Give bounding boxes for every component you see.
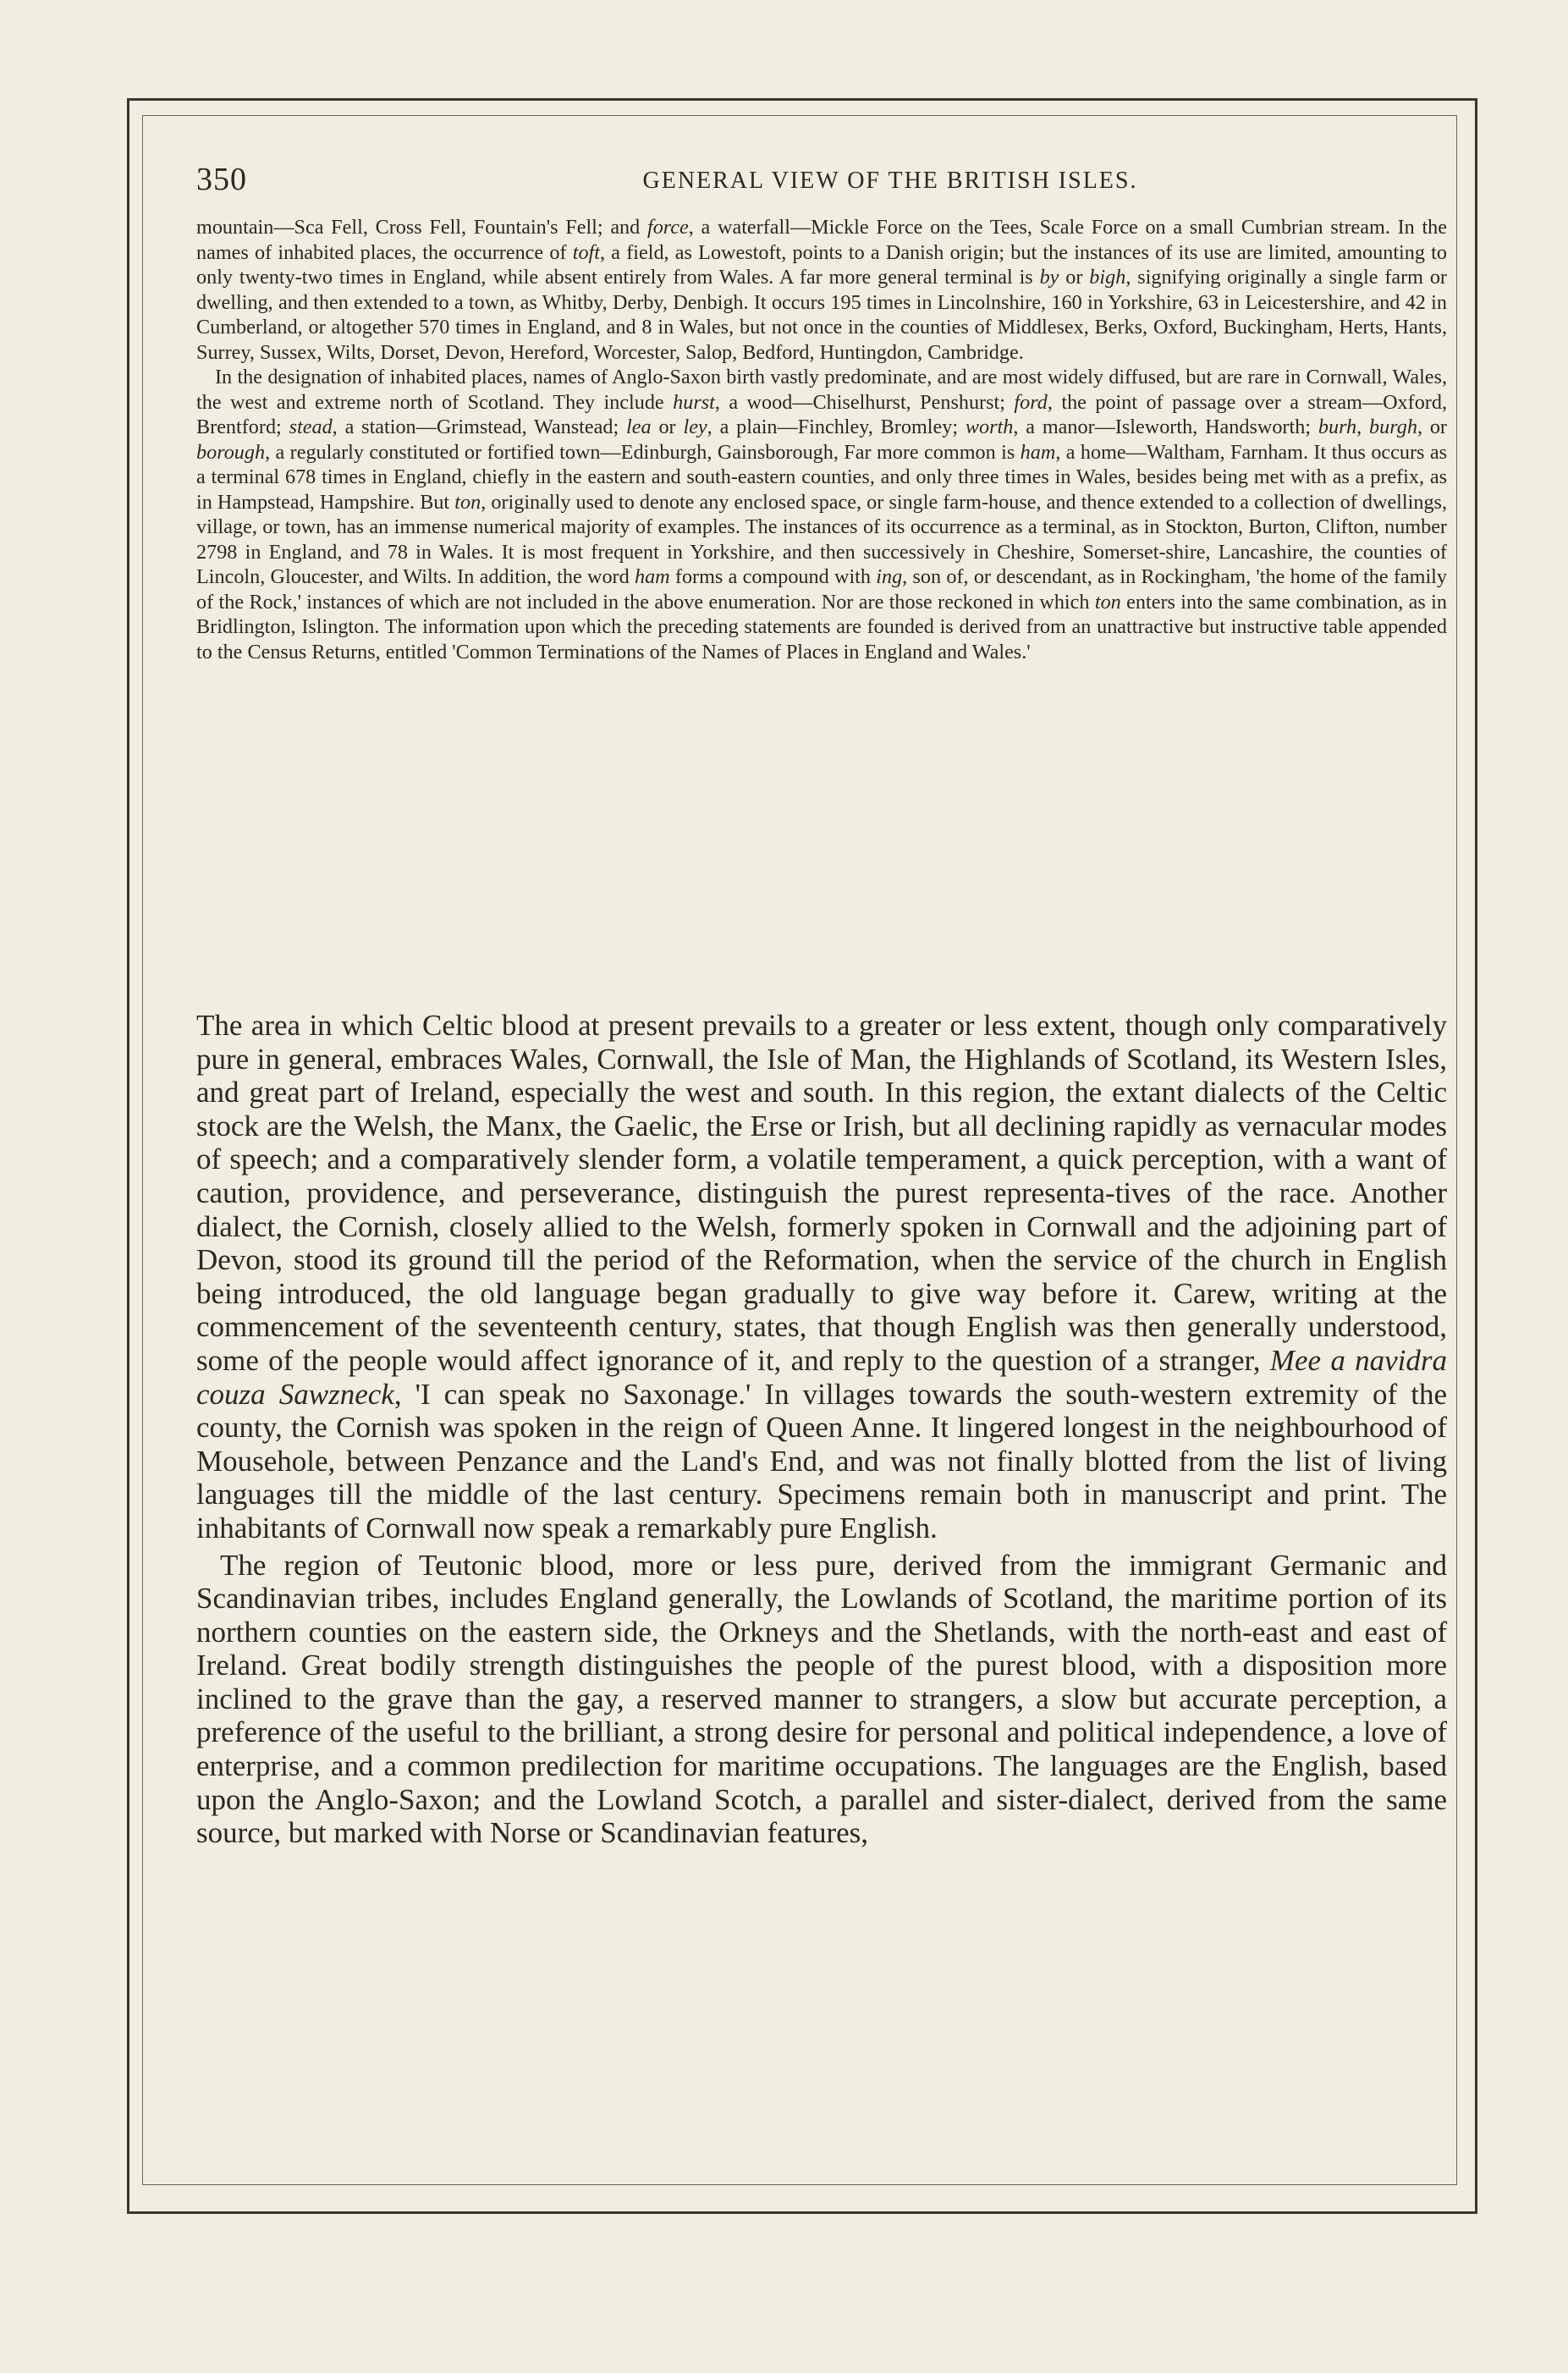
text-run: , a station—Grimstead, Wanstead;	[332, 416, 627, 438]
text-run: ,	[1356, 416, 1370, 438]
text-run: , a manor—Isleworth, Handsworth;	[1013, 416, 1318, 438]
italic-term: hurst	[673, 390, 715, 414]
text-run: mountain—Sca Fell, Cross Fell, Fountain's Fell; and	[196, 216, 647, 239]
italic-term: ford	[1014, 390, 1048, 414]
italic-term: force	[646, 216, 689, 239]
text-run: In the designation of inhabited places, names of Anglo-Saxon birth vastly predominate, and are most widely diffused, but are rare in Cornwall, Wales, the west and extreme north of Scotland. They include	[196, 366, 1447, 414]
text-run: , or	[1417, 416, 1447, 438]
text-run: , son of, or descendant, as in Rockingham, 'the home of the family of the Rock,' instances of which are not included in the above enumeration. Nor are those reckoned in which	[196, 565, 1447, 614]
text-run: , 'I can speak no Saxonage.' In villages towards the south-western extremity of the county, the Cornish was spoken in the reign of Queen Anne. It lingered longest in the neighbourhood of Mousehole, between Penzance and the Land's End, and was not finally blotted from the list of living languages till the middle of the last century. Specimens remain both in manuscript and print. The inhabitants of Cornwall now speak a remarkably pure English.	[196, 1377, 1447, 1544]
italic-term: ham	[1020, 440, 1056, 464]
text-run: , a wood—Chiselhurst, Penshurst;	[714, 390, 1015, 414]
text-run: or	[1059, 266, 1090, 289]
text-run: , originally used to denote any enclosed space, or single farm-house, and thence extended to a collection of dwellings, village, or town, has an immense numerical majority of examples. The instances of its occurrence as a terminal, as in Stockton, Burton, Clifton, number 2798 in England, and 78 in Wales. It is most frequent in Yorkshire, and then successively in Cheshire, Somerset-shire, Lancashire, the counties of Lincoln, Gloucester, and Wilts. In addition, the word	[196, 490, 1447, 588]
text-run: , a field, as Lowestoft, points to a Danish origin; but the instances of its use are limited, amounting to only twenty-two times in England, while absent entirely from Wales. A far more general terminal is	[196, 240, 1447, 289]
body-paragraph-celtic	[196, 1009, 1447, 1545]
page-header	[196, 154, 1439, 205]
italic-term: ley	[683, 416, 707, 438]
footnote-paragraph-1	[196, 215, 1447, 365]
italic-term: ham	[634, 565, 670, 588]
italic-term: Mee a navidra couza Sawzneck	[196, 1343, 1447, 1411]
footnote-paragraph-2	[196, 365, 1447, 664]
text-run: , signifying originally a single farm or dwelling, and then extended to a town, as Whitby, Derby, Denbigh. It occurs 195 times in Lincolnshire, 160 in Yorkshire, 63 in Leicestershire, and 42 in Cumberland, or altogether 570 times in England, and 8 in Wales, but not once in the counties of Middlesex, Berks, Oxford, Buckingham, Herts, Hants, Surrey, Sussex, Wilts, Dorset, Devon, Hereford, Worcester, Salop, Bedford, Huntingdon, Cambridge.	[196, 266, 1447, 364]
italic-term: burh	[1318, 416, 1357, 438]
text-run: enters into the same combination, as in Bridlington, Islington. The information upon which the preceding statements are founded is derived from an unattractive but instructive table appended to the Census Returns, entitled 'Common Terminations of the Names of Places in England and Wales.'	[196, 590, 1447, 663]
italic-term: bigh	[1089, 266, 1126, 289]
italic-term: lea	[626, 416, 652, 438]
italic-term: ing	[876, 565, 903, 588]
italic-term: stead	[289, 416, 333, 438]
text-run: The region of Teutonic blood, more or less pure, derived from the immigrant Germanic and Scandinavian tribes, includes England generally, the Lowlands of Scotland, the maritime portion of its northern counties on the eastern side, the Orkneys and the Shetlands, with the north-east and east of Ireland. Great bodily strength distinguishes the people of the purest blood, with a disposition more inclined to the grave than the gay, a reserved manner to strangers, a slow but accurate perception, a preference of the useful to the brilliant, a strong desire for personal and political independence, a love of enterprise, and a common predilection for maritime occupations. The languages are the English, based upon the Anglo-Saxon; and the Lowland Scotch, a parallel and sister-dialect, derived from the same source, but marked with Norse or Scandinavian features,	[196, 1548, 1447, 1850]
main-text-block	[196, 1009, 1447, 1850]
italic-term: borough	[196, 440, 266, 464]
text-run: , a regularly constituted or fortified town—Edinburgh, Gainsborough, Far more common is	[265, 440, 1021, 464]
text-run: The area in which Celtic blood at present prevails to a greater or less extent, though only comparatively pure in general, embraces Wales, Cornwall, the Isle of Man, the Highlands of Scotland, its Western Isles, and great part of Ireland, especially the west and south. In this region, the extant dialects of the Celtic stock are the Welsh, the Manx, the Gaelic, the Erse or Irish, but all declining rapidly as vernacular modes of speech; and a comparatively slender form, a volatile temperament, a quick perception, with a want of caution, providence, and perseverance, distinguish the purest representa-tives of the race. Another dialect, the Cornish, closely allied to the Welsh, formerly spoken in Cornwall and the adjoining part of Devon, stood its ground till the period of the Reformation, when the service of the church in English being introduced, the old language began gradually to give way before it. Carew, writing at the commencement of the seventeenth century, states, that though English was then generally understood, some of the people would affect ignorance of it, and reply to the question of a stranger,	[196, 1009, 1447, 1377]
italic-term: burgh	[1369, 416, 1417, 438]
text-run: , a waterfall—Mickle Force on the Tees, Scale Force on a small Cumbrian stream. In the names of inhabited places, the occurrence of	[196, 216, 1447, 264]
text-run: , the point of passage over a stream—Oxford, Brentford;	[196, 390, 1447, 438]
italic-term: by	[1039, 266, 1059, 289]
body-paragraph-teutonic	[196, 1549, 1447, 1850]
footnote-block	[196, 215, 1447, 664]
italic-term: worth	[965, 416, 1014, 438]
text-run: forms a compound with	[669, 565, 877, 588]
running-head: GENERAL VIEW OF THE BRITISH ISLES.	[642, 168, 1138, 194]
italic-term: ton	[1094, 590, 1121, 614]
italic-term: toft	[572, 240, 600, 264]
text-run: , a plain—Finchley, Bromley;	[707, 416, 966, 438]
text-run: , a home—Waltham, Farnham. It thus occurs as a terminal 678 times in England, chiefly in the eastern and south-eastern counties, and only three times in Wales, besides being met with as a prefix, as in Hampstead, Hampshire. But	[196, 440, 1448, 514]
page-number: 350	[196, 162, 247, 197]
italic-term: ton	[454, 490, 481, 514]
text-run: or	[651, 416, 684, 438]
